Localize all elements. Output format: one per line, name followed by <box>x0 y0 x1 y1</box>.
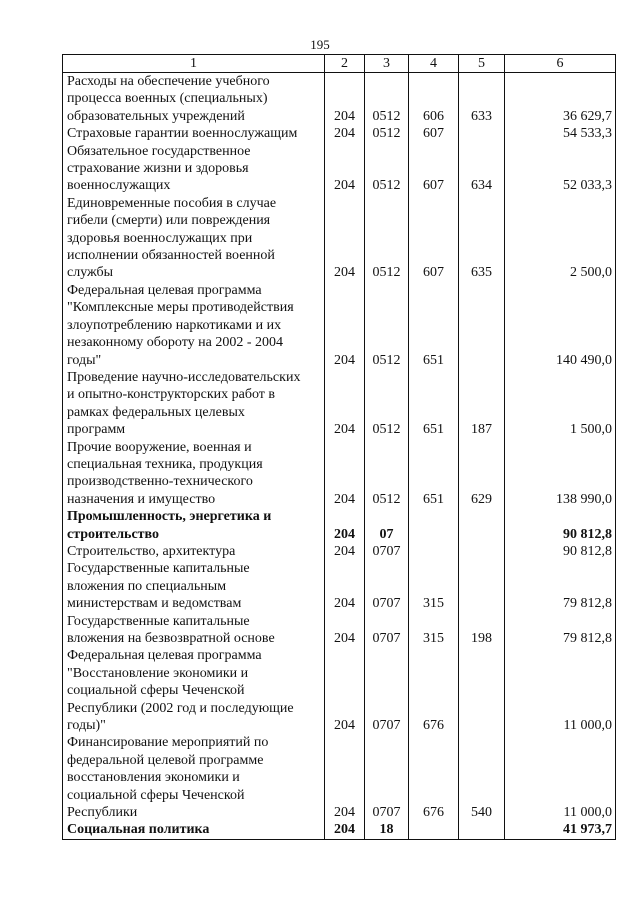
table-row <box>63 439 616 509</box>
table-row <box>63 195 616 282</box>
row-code-col2: 204 <box>325 282 365 369</box>
row-amount: 138 990,0 <box>505 439 616 509</box>
row-code-col3: 0512 <box>365 73 409 126</box>
row-code-col4: 651 <box>409 282 459 369</box>
table-row <box>63 560 616 612</box>
row-code-col3: 0707 <box>365 734 409 821</box>
row-amount: 11 000,0 <box>505 734 616 821</box>
page-number: 195 <box>310 37 330 52</box>
row-name: Промышленность, энергетика и строительство <box>63 508 325 543</box>
row-code-col2: 204 <box>325 195 365 282</box>
row-code-col3: 0512 <box>365 369 409 439</box>
row-code-col3: 18 <box>365 821 409 839</box>
row-amount: 11 000,0 <box>505 647 616 734</box>
row-code-col3: 0512 <box>365 143 409 195</box>
row-code-col5 <box>459 508 505 543</box>
row-code-col4: 651 <box>409 369 459 439</box>
table-row <box>63 369 616 439</box>
row-amount: 41 973,7 <box>505 821 616 839</box>
column-header-5: 5 <box>459 55 505 73</box>
row-code-col4: 651 <box>409 439 459 509</box>
row-name: Социальная политика <box>63 821 325 839</box>
row-code-col2: 204 <box>325 734 365 821</box>
column-header-6: 6 <box>505 55 616 73</box>
table-row <box>63 821 616 839</box>
row-code-col2: 204 <box>325 125 365 142</box>
row-amount: 79 812,8 <box>505 613 616 648</box>
budget-table <box>62 54 616 840</box>
row-code-col2: 204 <box>325 143 365 195</box>
row-code-col5: 198 <box>459 613 505 648</box>
row-amount: 90 812,8 <box>505 508 616 543</box>
row-code-col3: 0707 <box>365 560 409 612</box>
row-name: Федеральная целевая программа "Восстановление экономики и социальной сферы Чеченской Республики (2002 год и последующие годы)" <box>63 647 325 734</box>
row-code-col3: 0707 <box>365 543 409 560</box>
row-code-col2: 204 <box>325 613 365 648</box>
table-row <box>63 508 616 543</box>
row-name: Государственные капитальные вложения на безвозвратной основе <box>63 613 325 648</box>
table-body <box>63 73 616 840</box>
table-row <box>63 73 616 126</box>
row-code-col2: 204 <box>325 647 365 734</box>
row-code-col2: 204 <box>325 543 365 560</box>
row-code-col2: 204 <box>325 560 365 612</box>
row-name: Строительство, архитектура <box>63 543 325 560</box>
row-code-col5: 635 <box>459 195 505 282</box>
row-name: Страховые гарантии военнослужащим <box>63 125 325 142</box>
row-name: Обязательное государственное страхование жизни и здоровья военнослужащих <box>63 143 325 195</box>
row-code-col3: 0512 <box>365 282 409 369</box>
row-code-col5: 187 <box>459 369 505 439</box>
row-name: Финансирование мероприятий по федеральной целевой программе восстановления экономики и социальной сферы Чеченской Республики <box>63 734 325 821</box>
row-code-col5: 629 <box>459 439 505 509</box>
row-code-col5 <box>459 647 505 734</box>
row-code-col4: 676 <box>409 647 459 734</box>
row-code-col4: 315 <box>409 560 459 612</box>
row-code-col3: 07 <box>365 508 409 543</box>
row-code-col3: 0512 <box>365 125 409 142</box>
row-amount: 90 812,8 <box>505 543 616 560</box>
row-name: Федеральная целевая программа "Комплексные меры противодействия злоупотреблению наркотиками и их незаконному обороту на 2002 - 2004 годы" <box>63 282 325 369</box>
row-code-col2: 204 <box>325 439 365 509</box>
row-code-col2: 204 <box>325 508 365 543</box>
column-header-1: 1 <box>63 55 325 73</box>
row-code-col5: 634 <box>459 143 505 195</box>
row-code-col4 <box>409 543 459 560</box>
table-row <box>63 143 616 195</box>
column-header-2: 2 <box>325 55 365 73</box>
row-name: Государственные капитальные вложения по специальным министерствам и ведомствам <box>63 560 325 612</box>
row-code-col4: 607 <box>409 143 459 195</box>
row-code-col3: 0512 <box>365 439 409 509</box>
row-code-col5 <box>459 543 505 560</box>
row-code-col4: 606 <box>409 73 459 126</box>
row-amount: 1 500,0 <box>505 369 616 439</box>
row-amount: 140 490,0 <box>505 282 616 369</box>
row-code-col4: 607 <box>409 195 459 282</box>
row-code-col4 <box>409 821 459 839</box>
table-row <box>63 543 616 560</box>
row-code-col2: 204 <box>325 369 365 439</box>
row-code-col4: 607 <box>409 125 459 142</box>
row-code-col5 <box>459 282 505 369</box>
table-row <box>63 613 616 648</box>
column-header-4: 4 <box>409 55 459 73</box>
table-row <box>63 125 616 142</box>
row-code-col2: 204 <box>325 73 365 126</box>
table-row <box>63 734 616 821</box>
row-code-col2: 204 <box>325 821 365 839</box>
row-code-col5 <box>459 560 505 612</box>
row-code-col4 <box>409 508 459 543</box>
row-code-col3: 0512 <box>365 195 409 282</box>
row-code-col4: 315 <box>409 613 459 648</box>
column-header-3: 3 <box>365 55 409 73</box>
row-amount: 79 812,8 <box>505 560 616 612</box>
row-code-col3: 0707 <box>365 613 409 648</box>
row-name: Единовременные пособия в случае гибели (смерти) или повреждения здоровья военнослужащих при исполнении обязанностей военной службы <box>63 195 325 282</box>
row-name: Расходы на обеспечение учебного процесса военных (специальных) образовательных учреждений <box>63 73 325 126</box>
row-code-col3: 0707 <box>365 647 409 734</box>
row-name: Проведение научно-исследовательских и опытно-конструкторских работ в рамках федеральных целевых программ <box>63 369 325 439</box>
row-code-col5: 633 <box>459 73 505 126</box>
row-amount: 2 500,0 <box>505 195 616 282</box>
table-row <box>63 282 616 369</box>
row-code-col5: 540 <box>459 734 505 821</box>
row-amount: 54 533,3 <box>505 125 616 142</box>
row-amount: 36 629,7 <box>505 73 616 126</box>
row-code-col4: 676 <box>409 734 459 821</box>
row-code-col5 <box>459 125 505 142</box>
row-code-col5 <box>459 821 505 839</box>
row-name: Прочие вооружение, военная и специальная техника, продукция производственно-технического назначения и имущество <box>63 439 325 509</box>
table-header-row <box>63 55 616 73</box>
table-row <box>63 647 616 734</box>
row-amount: 52 033,3 <box>505 143 616 195</box>
